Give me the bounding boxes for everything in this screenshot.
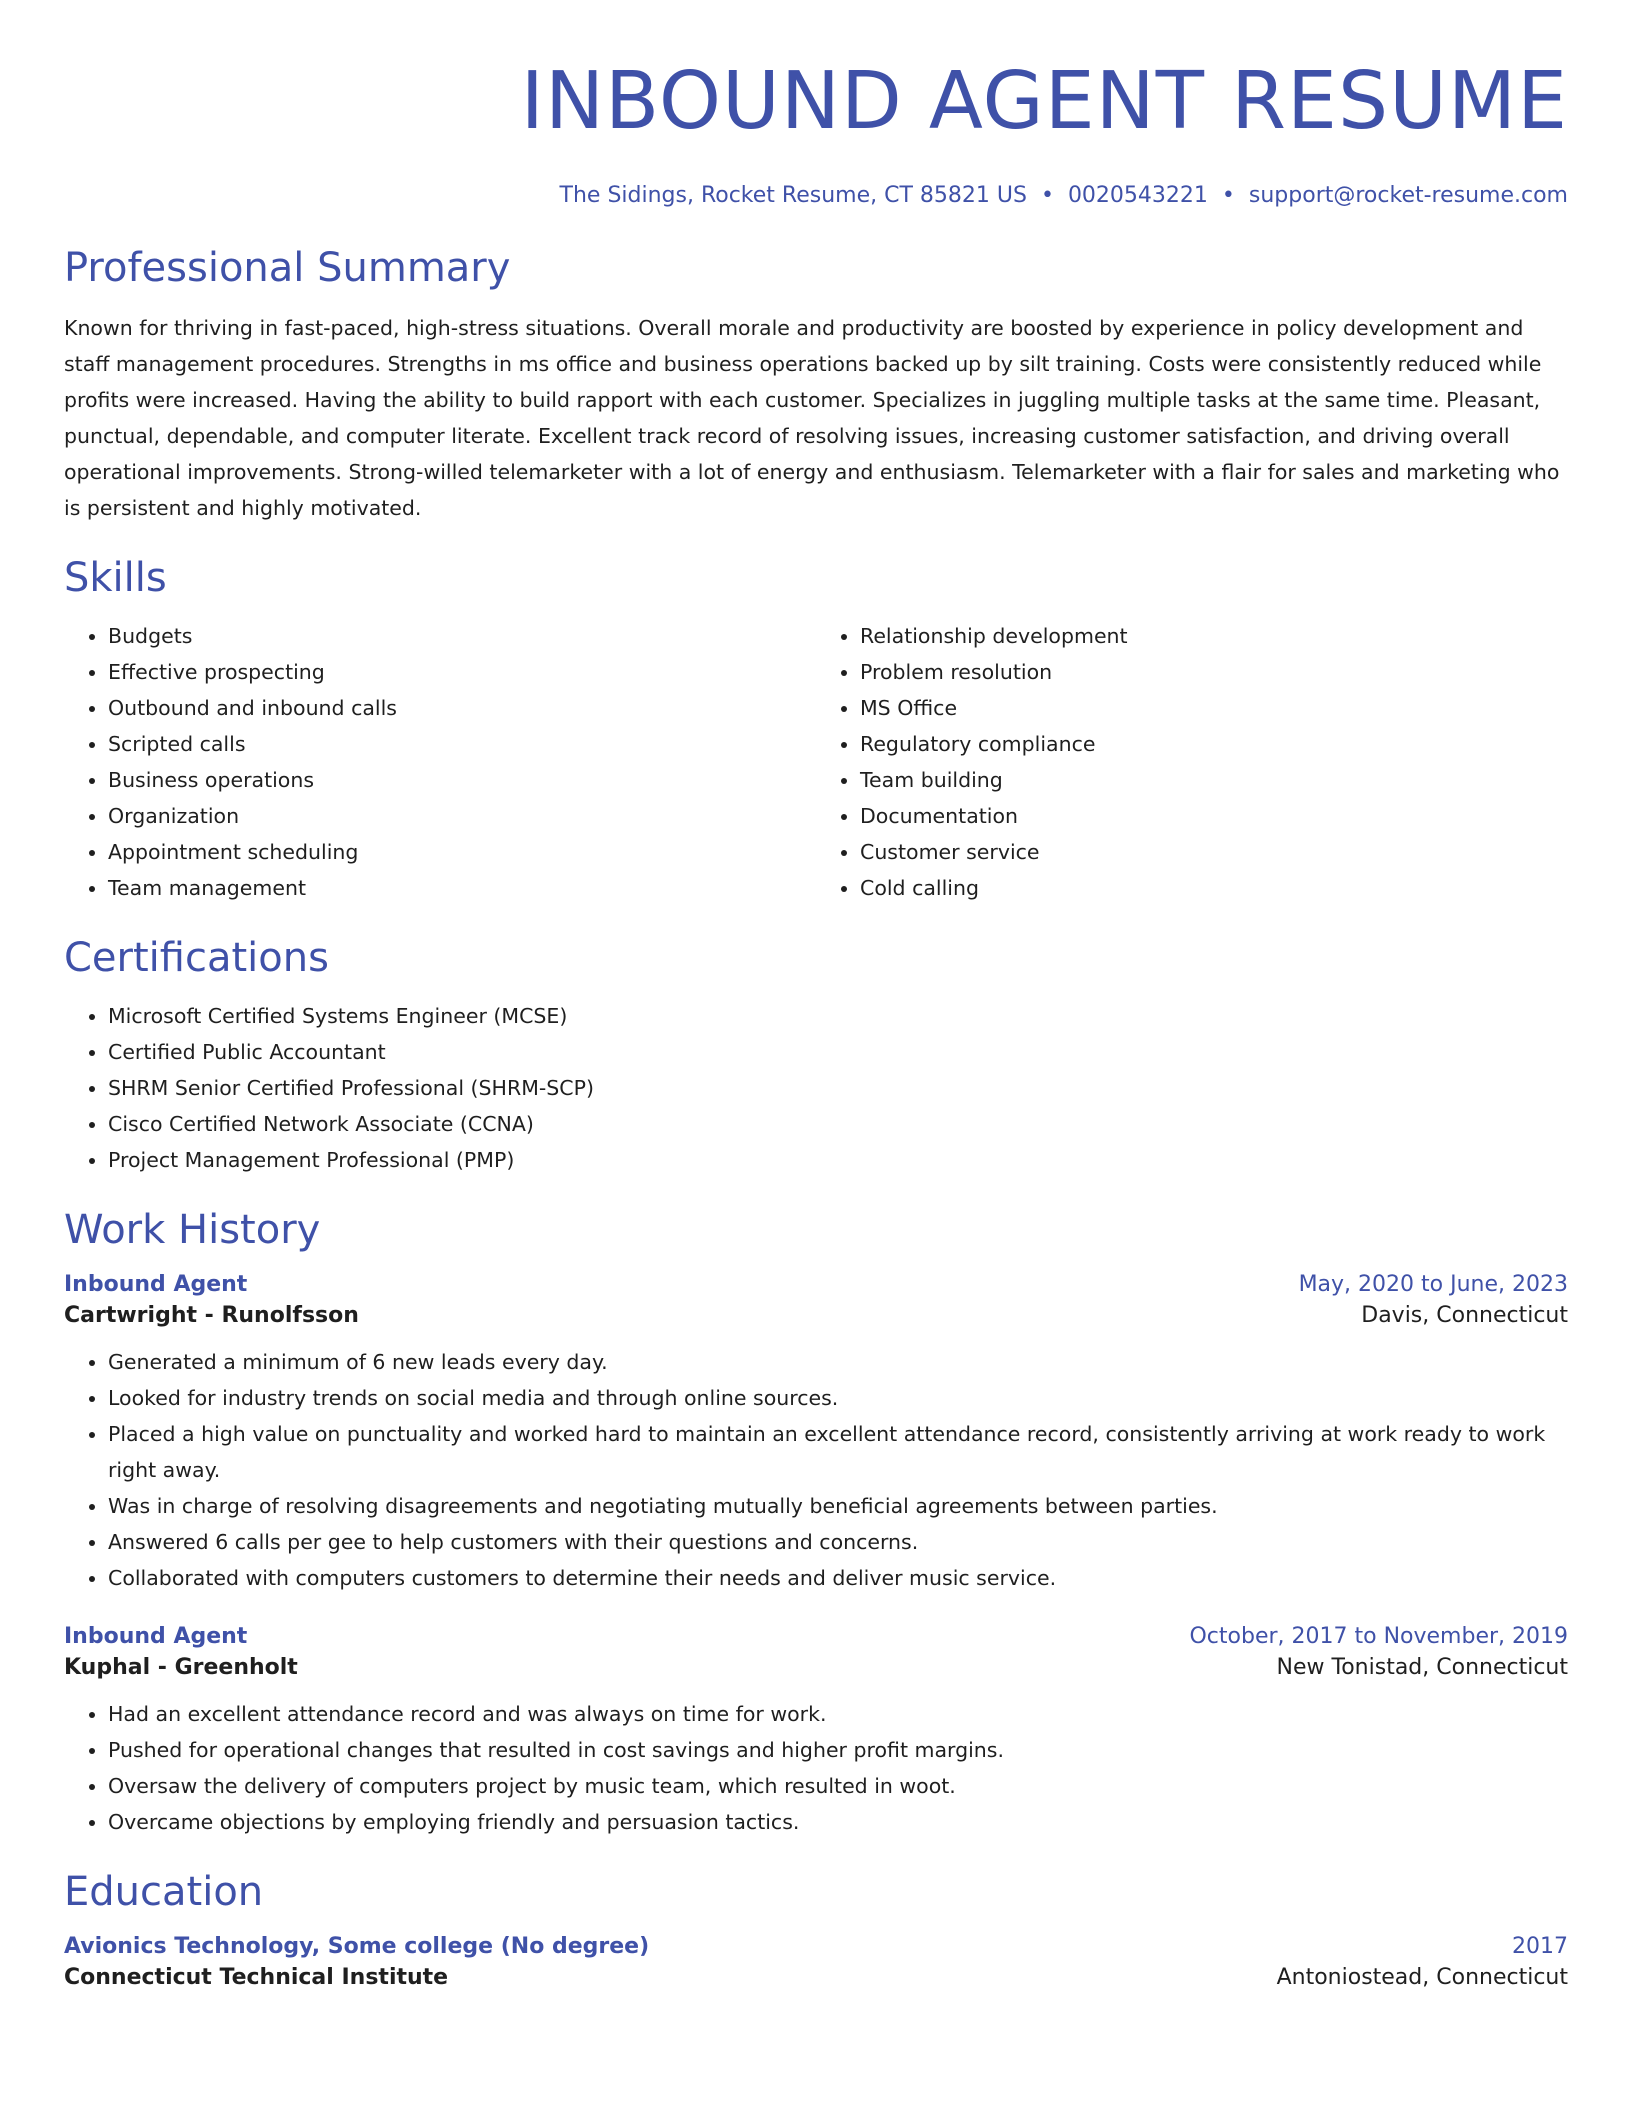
job-dates: May, 2020 to June, 2023	[1298, 1272, 1568, 1297]
certification-item: • Project Management Professional (PMP)	[108, 1142, 1568, 1178]
skill-item: • Business operations	[108, 762, 816, 798]
job-bullet: • Overcame objections by employing friendly and persuasion tactics.	[108, 1804, 1568, 1840]
job-location: New Tonistad, Connecticut	[1276, 1655, 1568, 1680]
section-heading-education: Education	[64, 1869, 264, 1915]
job-location: Davis, Connecticut	[1361, 1303, 1568, 1328]
skill-item: • Customer service	[860, 834, 1568, 870]
certification-item: • Certified Public Accountant	[108, 1034, 1568, 1070]
education-section	[64, 1868, 1568, 1990]
section-heading-certifications: Certifications	[64, 935, 329, 981]
job-title: Inbound Agent	[64, 1624, 248, 1649]
skill-item: • Budgets	[108, 618, 816, 654]
skill-item: • MS Office	[860, 690, 1568, 726]
skill-item: • Cold calling	[860, 870, 1568, 906]
skill-item: • Organization	[108, 798, 816, 834]
skills-grid	[64, 618, 1568, 906]
contact-email: support@rocket-resume.com	[1248, 183, 1568, 208]
section-heading-summary: Professional Summary	[64, 245, 511, 291]
skill-item: • Problem resolution	[860, 654, 1568, 690]
education-degree: Avionics Technology, Some college (No degree)	[64, 1934, 650, 1959]
skill-item: • Team management	[108, 870, 816, 906]
skill-item: • Appointment scheduling	[108, 834, 816, 870]
skill-item: • Regulatory compliance	[860, 726, 1568, 762]
certification-item: • SHRM Senior Certified Professional (SHRM-SCP)	[108, 1070, 1568, 1106]
job-company-row	[64, 1303, 1568, 1328]
contact-line	[64, 183, 1568, 208]
education-school: Connecticut Technical Institute	[64, 1965, 449, 1990]
job-bullet: • Had an excellent attendance record and was always on time for work.	[108, 1696, 1568, 1732]
separator-dot: •	[1221, 183, 1235, 208]
section-heading-skills: Skills	[64, 555, 167, 601]
work-history-section	[64, 1206, 1568, 1840]
skill-item: • Team building	[860, 762, 1568, 798]
job-header-row	[64, 1272, 1568, 1297]
job-bullet: • Oversaw the delivery of computers project by music team, which resulted in woot.	[108, 1768, 1568, 1804]
resume-title: INBOUND AGENT RESUME	[520, 55, 1568, 147]
education-year: 2017	[1512, 1934, 1568, 1959]
skill-item: • Scripted calls	[108, 726, 816, 762]
job-company: Cartwright - Runolfsson	[64, 1303, 359, 1328]
job-title: Inbound Agent	[64, 1272, 248, 1297]
education-school-row	[64, 1965, 1568, 1990]
job-bullets	[64, 1696, 1568, 1840]
job-bullet: • Collaborated with computers customers to determine their needs and deliver music service.	[108, 1560, 1568, 1596]
certification-item: • Microsoft Certified Systems Engineer (MCSE)	[108, 998, 1568, 1034]
skills-list-right	[816, 618, 1568, 906]
skill-item: • Relationship development	[860, 618, 1568, 654]
section-heading-work-history: Work History	[64, 1207, 321, 1253]
job-bullet: • Looked for industry trends on social media and through online sources.	[108, 1380, 1568, 1416]
job-entry	[64, 1624, 1568, 1840]
contact-phone: 0020543221	[1067, 183, 1208, 208]
certification-item: • Cisco Certified Network Associate (CCNA)	[108, 1106, 1568, 1142]
certifications-section	[64, 934, 1568, 1178]
summary-text: Known for thriving in fast-paced, high-stress situations. Overall morale and productivity are boosted by experience in policy development and staff management procedures. Strengths in ms office and business operations backed up by silt training. Costs were consistently reduced while profits were increased. Having the ability to build rapport with each customer. Specializes in juggling multiple tasks at the same time. Pleasant, punctual, dependable, and computer literate. Excellent track record of resolving issues, increasing customer satisfaction, and driving overall operational improvements. Strong-willed telemarketer with a lot of energy and enthusiasm. Telemarketer with a flair for sales and marketing who is persistent and highly motivated.	[64, 316, 1560, 520]
separator-dot: •	[1040, 183, 1054, 208]
skills-list-left	[64, 618, 816, 906]
skill-item: • Effective prospecting	[108, 654, 816, 690]
job-bullet: • Answered 6 calls per gee to help customers with their questions and concerns.	[108, 1524, 1568, 1560]
job-company-row	[64, 1655, 1568, 1680]
education-location: Antoniostead, Connecticut	[1276, 1965, 1568, 1990]
job-bullet: • Generated a minimum of 6 new leads every day.	[108, 1344, 1568, 1380]
job-bullet: • Pushed for operational changes that resulted in cost savings and higher profit margins.	[108, 1732, 1568, 1768]
job-header-row	[64, 1624, 1568, 1649]
skill-item: • Documentation	[860, 798, 1568, 834]
job-dates: October, 2017 to November, 2019	[1189, 1624, 1568, 1649]
job-bullet: • Placed a high value on punctuality and worked hard to maintain an excellent attendance record, consistently arriving at work ready to work right away.	[108, 1416, 1568, 1488]
skills-section	[64, 554, 1568, 906]
education-degree-row	[64, 1934, 1568, 1959]
summary-section	[64, 244, 1568, 526]
contact-address: The Sidings, Rocket Resume, CT 85821 US	[559, 183, 1027, 208]
job-bullet: • Was in charge of resolving disagreements and negotiating mutually beneficial agreements between parties.	[108, 1488, 1568, 1524]
skill-item: • Outbound and inbound calls	[108, 690, 816, 726]
job-company: Kuphal - Greenholt	[64, 1655, 298, 1680]
certifications-list	[64, 998, 1568, 1178]
job-bullets	[64, 1344, 1568, 1596]
job-entry	[64, 1272, 1568, 1596]
